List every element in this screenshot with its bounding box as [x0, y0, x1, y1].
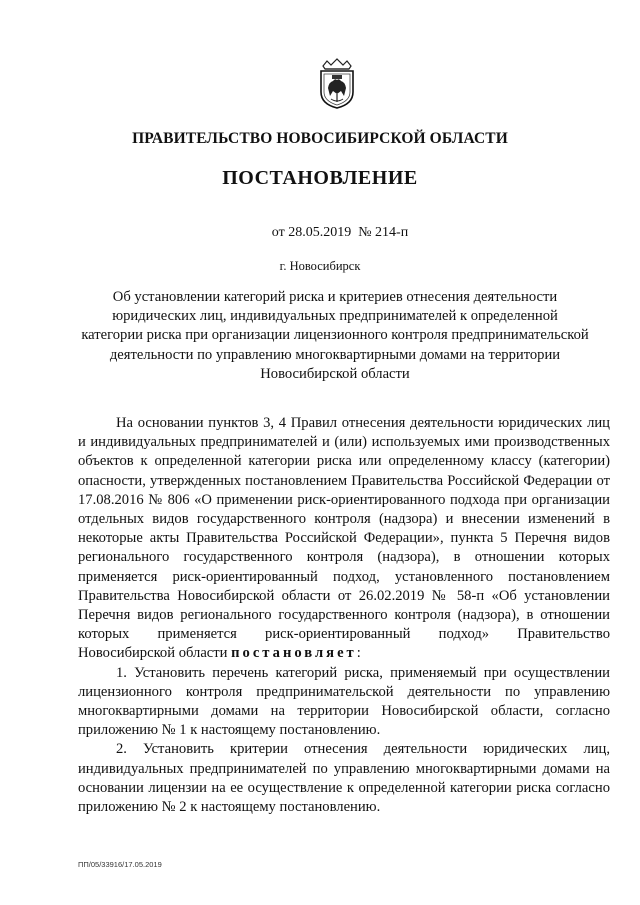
coat-of-arms-icon [315, 58, 359, 110]
item-1-paragraph: 1. Установить перечень категорий риска, применяемый при осуществлении лицензионного контроля предпринимательской деятельности по управлению многоквартирными домами на территории Новосибирской области, согласно приложению № 1 к настоящему постановлению. [78, 664, 610, 739]
document-subject: Об установлении категорий риска и критериев отнесения деятельности юридических лиц, индивидуальных предпринимателей к определенной категории риска при организации лицензионного контроля предпринимательской деятельности по управлению многоквартирными домами на территории Новосибирской области [81, 289, 589, 382]
footer-code: ПП/05/33916/17.05.2019 [78, 860, 162, 869]
item-2-paragraph: 2. Установить критерии отнесения деятельности юридических лиц, индивидуальных предпринимателей по управлению многоквартирными домами на основании лицензии на ее осуществление к определенной категории риска согласно приложению № 2 к настоящему постановлению. [78, 741, 610, 816]
decree-word: постановляет [231, 645, 357, 662]
organization-title: ПРАВИТЕЛЬСТВО НОВОСИБИРСКОЙ ОБЛАСТИ [132, 130, 508, 147]
document-body [78, 414, 610, 817]
preamble-paragraph [78, 414, 610, 664]
document-type-title: ПОСТАНОВЛЕНИЕ [222, 167, 418, 189]
document-city: г. Новосибирск [279, 259, 361, 273]
document-date-number: от 28.05.2019 № 214-п [271, 225, 409, 240]
decree-punct: : [356, 645, 361, 662]
preamble-text: На основании пунктов 3, 4 Правил отнесения деятельности юридических лиц и индивидуальных предпринимателей и (или) используемых ими производственных объектов к определенной категории риска или определенному классу (категории) опасности, утвержденных постановлением Правительства Российской Федерации от 17.08.2016 № 806 «О применении риск-ориентированного подхода при организации отдельных видов государственного контроля (надзора) и внесении изменений в некоторые акты Правительства Российской Федерации», пункта 5 Перечня видов регионального государственного контроля (надзора), в отношении которых применяется риск-ориентированный подход, установленного постановлением Правительства Новосибирской области от 26.02.2019 № 58-п «Об установлении Перечня видов регионального государственного контроля (надзора), в отношении которых применяется риск-ориентированный подход» Правительство Новосибирской области [78, 415, 610, 662]
